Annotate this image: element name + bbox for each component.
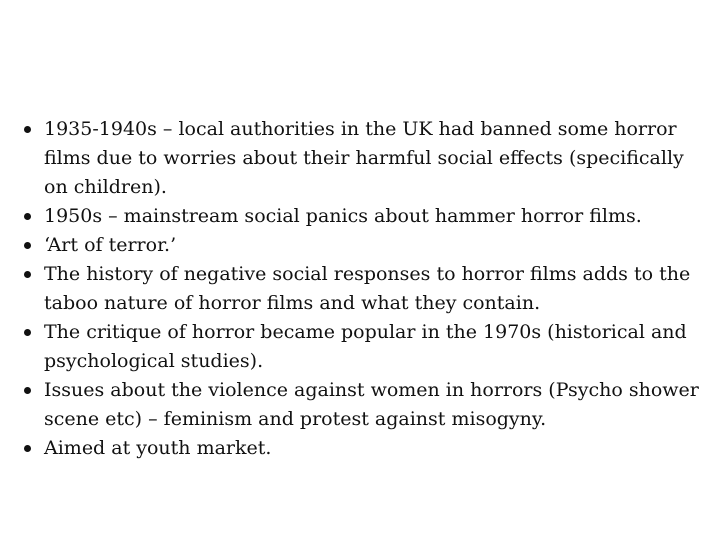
bullet-text: Aimed at youth market.	[44, 437, 272, 459]
bullet-text: The history of negative social responses to horror films adds to the taboo nature of horror films and what they contain.	[44, 263, 691, 314]
list-item	[20, 434, 710, 463]
bullet-icon	[24, 242, 31, 249]
bullet-text: The critique of horror became popular in the 1970s (historical and psychological studies).	[44, 321, 687, 372]
bullet-icon	[24, 445, 31, 452]
list-item	[20, 231, 710, 260]
bullet-text: Issues about the violence against women in horrors (Psycho shower scene etc) – feminism and protest against misogyny.	[44, 379, 699, 430]
bullet-icon	[24, 387, 31, 394]
list-item	[20, 202, 710, 231]
bullet-icon	[24, 213, 31, 220]
bullet-text: ‘Art of terror.’	[44, 234, 177, 256]
bullet-text: 1935-1940s – local authorities in the UK had banned some horror films due to worries about their harmful social effects (specifically on children).	[44, 118, 684, 198]
bullet-icon	[24, 126, 31, 133]
bullet-list	[20, 115, 710, 463]
list-item	[20, 318, 710, 376]
list-item	[20, 115, 710, 202]
list-item	[20, 260, 710, 318]
bullet-icon	[24, 271, 31, 278]
bullet-text: 1950s – mainstream social panics about hammer horror films.	[44, 205, 642, 227]
bullet-icon	[24, 329, 31, 336]
list-item	[20, 376, 710, 434]
